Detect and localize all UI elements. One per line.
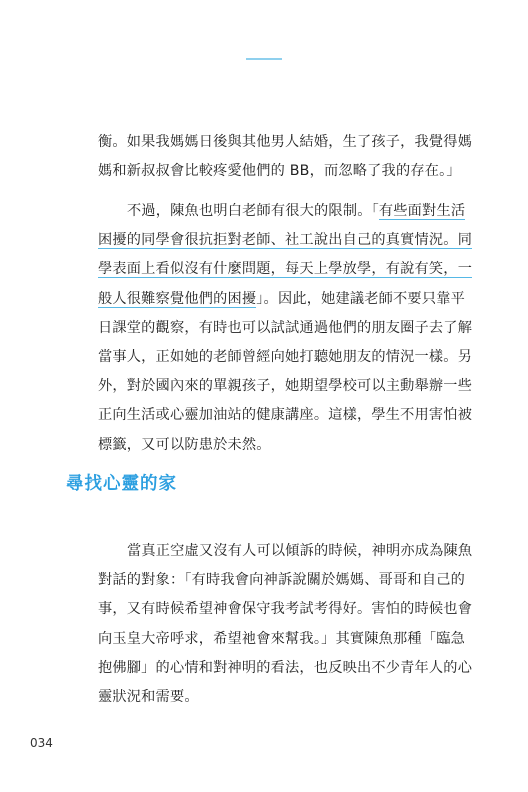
highlighted-quote: 般人很難察覺他們的困擾 (98, 290, 257, 307)
highlighted-quote: 困擾的同學會很抗拒對老師、社工說出自己的真實情況。同 (98, 232, 473, 249)
paragraph-3 (98, 537, 473, 712)
text-span: 」。因此，她建議老師不要只靠平 (256, 290, 465, 307)
text-line: 當真正空虛又沒有人可以傾訴的時候，神明亦成為陳魚 (127, 543, 473, 559)
text-line: 向玉皇大帝呼求，希望祂會來幫我。」其實陳魚那種「臨急 (98, 630, 465, 647)
section-heading: 尋找心靈的家 (66, 474, 177, 494)
text-line (98, 285, 465, 314)
text-line (98, 226, 473, 255)
text-line: 日課堂的觀察，有時也可以試試通過他們的朋友圈子去了解 (98, 319, 473, 336)
text-line: 媽和新叔叔會比較疼愛他們的 BB，而忽略了我的存在。」 (98, 163, 461, 180)
highlighted-quote: 學表面上看似沒有什麼問題，每天上學放學，有說有笑，一 (98, 261, 473, 278)
top-decorative-rule (246, 58, 282, 60)
paragraph-2 (98, 197, 473, 460)
text-line: 標籤，又可以防患於未然。 (98, 436, 271, 453)
text-line: 外，對於國內來的單親孩子，她期望學校可以主動舉辦一些 (98, 378, 473, 395)
highlighted-quote: 有些面對生活 (378, 203, 466, 219)
text-line: 正向生活或心靈加油站的健康講座。這樣，學生不用害怕被 (98, 407, 473, 424)
text-line: 事，又有時候希望神會保守我考試考得好。害怕的時候也會 (98, 601, 473, 618)
text-line: 當事人，正如她的老師曾經向她打聽她朋友的情況一樣。另 (98, 348, 473, 365)
text-line (98, 197, 466, 226)
text-line: 靈狀況和需要。 (98, 688, 199, 705)
text-line: 對話的對象：「有時我會向神訴說關於媽媽、哥哥和自己的 (98, 572, 465, 589)
text-line: 衡。如果我媽媽日後與其他男人結婚，生了孩子，我覺得媽 (98, 134, 473, 150)
paragraph-1 (98, 128, 473, 186)
text-span: 不過，陳魚也明白老師有很大的限制。「 (127, 203, 379, 219)
text-line: 抱佛腳」的心情和對神明的看法，也反映出不少青年人的心 (98, 659, 473, 676)
text-line (98, 255, 473, 284)
page-number: 034 (30, 736, 53, 750)
